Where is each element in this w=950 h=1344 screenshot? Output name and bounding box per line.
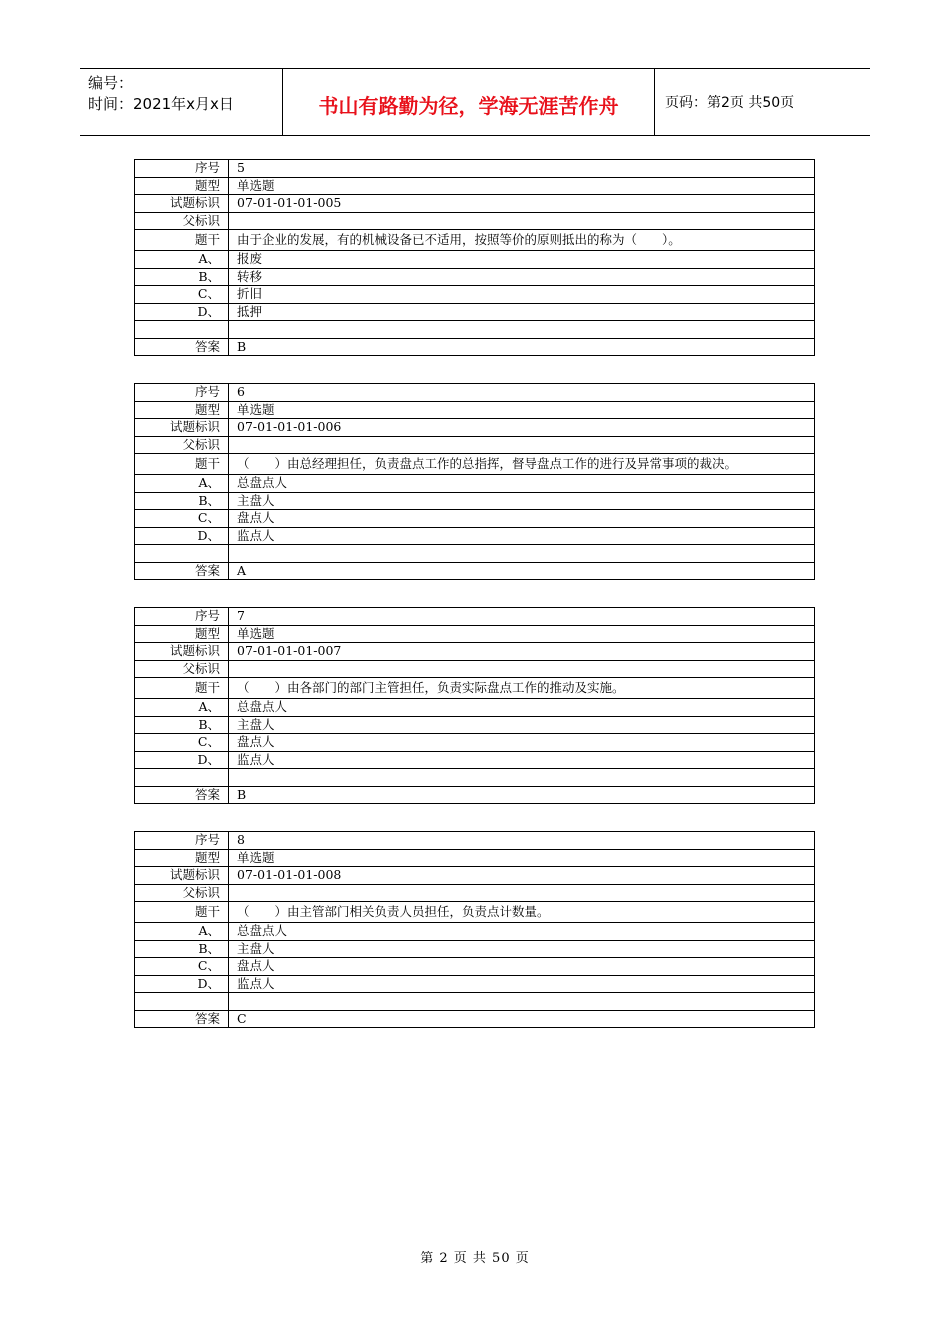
label-answer: 答案	[135, 562, 229, 580]
label-id: 试题标识	[135, 643, 229, 661]
question-table-6	[134, 383, 815, 580]
value-empty	[229, 321, 815, 339]
value-seq: 5	[229, 160, 815, 178]
value-stem: （ ）由总经理担任，负责盘点工作的总指挥，督导盘点工作的进行及异常事项的裁决。	[229, 454, 815, 475]
row-option-b	[135, 940, 815, 958]
label-answer: 答案	[135, 786, 229, 804]
label-option-b: B、	[135, 716, 229, 734]
row-answer	[135, 1010, 815, 1028]
label-id: 试题标识	[135, 195, 229, 213]
value-answer: B	[229, 338, 815, 356]
label-option-c: C、	[135, 958, 229, 976]
value-option-b: 主盘人	[229, 492, 815, 510]
row-parent	[135, 212, 815, 230]
label-option-b: B、	[135, 940, 229, 958]
page-header	[80, 68, 870, 136]
header-left	[80, 69, 282, 135]
label-answer: 答案	[135, 1010, 229, 1028]
value-empty	[229, 545, 815, 563]
value-answer: A	[229, 562, 815, 580]
value-type: 单选题	[229, 177, 815, 195]
label-type: 题型	[135, 401, 229, 419]
value-id: 07-01-01-01-006	[229, 419, 815, 437]
row-option-d	[135, 975, 815, 993]
row-id	[135, 195, 815, 213]
label-empty	[135, 769, 229, 787]
row-option-c	[135, 734, 815, 752]
value-option-b: 转移	[229, 268, 815, 286]
value-stem: （ ）由各部门的部门主管担任，负责实际盘点工作的推动及实施。	[229, 678, 815, 699]
row-stem	[135, 678, 815, 699]
value-option-c: 盘点人	[229, 734, 815, 752]
label-id: 试题标识	[135, 867, 229, 885]
label-option-c: C、	[135, 510, 229, 528]
label-option-b: B、	[135, 268, 229, 286]
row-option-a	[135, 923, 815, 941]
label-type: 题型	[135, 177, 229, 195]
label-type: 题型	[135, 625, 229, 643]
row-parent	[135, 436, 815, 454]
value-option-a: 总盘点人	[229, 923, 815, 941]
row-stem	[135, 454, 815, 475]
row-id	[135, 867, 815, 885]
value-option-a: 总盘点人	[229, 475, 815, 493]
time-label: 时间：2021年x月x日	[88, 95, 234, 113]
value-seq: 7	[229, 608, 815, 626]
label-stem: 题干	[135, 678, 229, 699]
row-answer	[135, 786, 815, 804]
row-answer	[135, 338, 815, 356]
label-empty	[135, 993, 229, 1011]
row-option-b	[135, 268, 815, 286]
label-option-a: A、	[135, 923, 229, 941]
value-option-d: 监点人	[229, 751, 815, 769]
value-answer: C	[229, 1010, 815, 1028]
value-parent	[229, 212, 815, 230]
value-stem: 由于企业的发展，有的机械设备已不适用，按照等价的原则抵出的称为（ ）。	[229, 230, 815, 251]
row-stem	[135, 902, 815, 923]
question-table-5	[134, 159, 815, 356]
row-seq	[135, 608, 815, 626]
row-option-a	[135, 251, 815, 269]
value-parent	[229, 660, 815, 678]
label-option-d: D、	[135, 975, 229, 993]
row-option-c	[135, 510, 815, 528]
header-motto: 书山有路勤为径，学海无涯苦作舟	[282, 69, 655, 135]
label-stem: 题干	[135, 454, 229, 475]
value-option-c: 折旧	[229, 286, 815, 304]
value-id: 07-01-01-01-007	[229, 643, 815, 661]
question-table-8	[134, 831, 815, 1028]
label-stem: 题干	[135, 230, 229, 251]
row-type	[135, 625, 815, 643]
value-seq: 6	[229, 384, 815, 402]
value-seq: 8	[229, 832, 815, 850]
label-type: 题型	[135, 849, 229, 867]
value-type: 单选题	[229, 401, 815, 419]
label-id: 试题标识	[135, 419, 229, 437]
row-option-d	[135, 751, 815, 769]
label-parent: 父标识	[135, 660, 229, 678]
row-id	[135, 643, 815, 661]
row-option-b	[135, 492, 815, 510]
value-option-b: 主盘人	[229, 940, 815, 958]
row-option-a	[135, 475, 815, 493]
row-answer	[135, 562, 815, 580]
row-stem	[135, 230, 815, 251]
header-page-info: 页码：第2页 共50页	[665, 95, 795, 111]
value-id: 07-01-01-01-008	[229, 867, 815, 885]
label-seq: 序号	[135, 608, 229, 626]
row-empty	[135, 545, 815, 563]
value-option-d: 抵押	[229, 303, 815, 321]
label-option-b: B、	[135, 492, 229, 510]
row-option-d	[135, 527, 815, 545]
row-option-d	[135, 303, 815, 321]
value-option-c: 盘点人	[229, 958, 815, 976]
value-type: 单选题	[229, 625, 815, 643]
row-parent	[135, 884, 815, 902]
value-parent	[229, 884, 815, 902]
value-option-d: 监点人	[229, 975, 815, 993]
row-option-a	[135, 699, 815, 717]
row-option-b	[135, 716, 815, 734]
row-type	[135, 401, 815, 419]
row-option-c	[135, 286, 815, 304]
row-parent	[135, 660, 815, 678]
row-type	[135, 849, 815, 867]
value-type: 单选题	[229, 849, 815, 867]
value-option-c: 盘点人	[229, 510, 815, 528]
label-answer: 答案	[135, 338, 229, 356]
label-empty	[135, 545, 229, 563]
row-option-c	[135, 958, 815, 976]
label-option-d: D、	[135, 751, 229, 769]
value-id: 07-01-01-01-005	[229, 195, 815, 213]
value-empty	[229, 769, 815, 787]
label-option-a: A、	[135, 699, 229, 717]
label-seq: 序号	[135, 832, 229, 850]
label-parent: 父标识	[135, 436, 229, 454]
label-option-a: A、	[135, 475, 229, 493]
row-empty	[135, 993, 815, 1011]
row-seq	[135, 384, 815, 402]
row-seq	[135, 832, 815, 850]
value-answer: B	[229, 786, 815, 804]
row-type	[135, 177, 815, 195]
value-empty	[229, 993, 815, 1011]
label-option-d: D、	[135, 527, 229, 545]
label-empty	[135, 321, 229, 339]
value-option-a: 报废	[229, 251, 815, 269]
label-option-a: A、	[135, 251, 229, 269]
page-footer: 第 2 页 共 50 页	[420, 1251, 530, 1266]
row-empty	[135, 769, 815, 787]
label-seq: 序号	[135, 160, 229, 178]
label-seq: 序号	[135, 384, 229, 402]
label-option-c: C、	[135, 734, 229, 752]
label-option-c: C、	[135, 286, 229, 304]
number-label: 编号：	[88, 74, 134, 92]
value-option-b: 主盘人	[229, 716, 815, 734]
label-parent: 父标识	[135, 212, 229, 230]
row-seq	[135, 160, 815, 178]
value-stem: （ ）由主管部门相关负责人员担任，负责点计数量。	[229, 902, 815, 923]
value-option-d: 监点人	[229, 527, 815, 545]
question-table-7	[134, 607, 815, 804]
label-option-d: D、	[135, 303, 229, 321]
row-id	[135, 419, 815, 437]
label-stem: 题干	[135, 902, 229, 923]
value-option-a: 总盘点人	[229, 699, 815, 717]
value-parent	[229, 436, 815, 454]
row-empty	[135, 321, 815, 339]
label-parent: 父标识	[135, 884, 229, 902]
